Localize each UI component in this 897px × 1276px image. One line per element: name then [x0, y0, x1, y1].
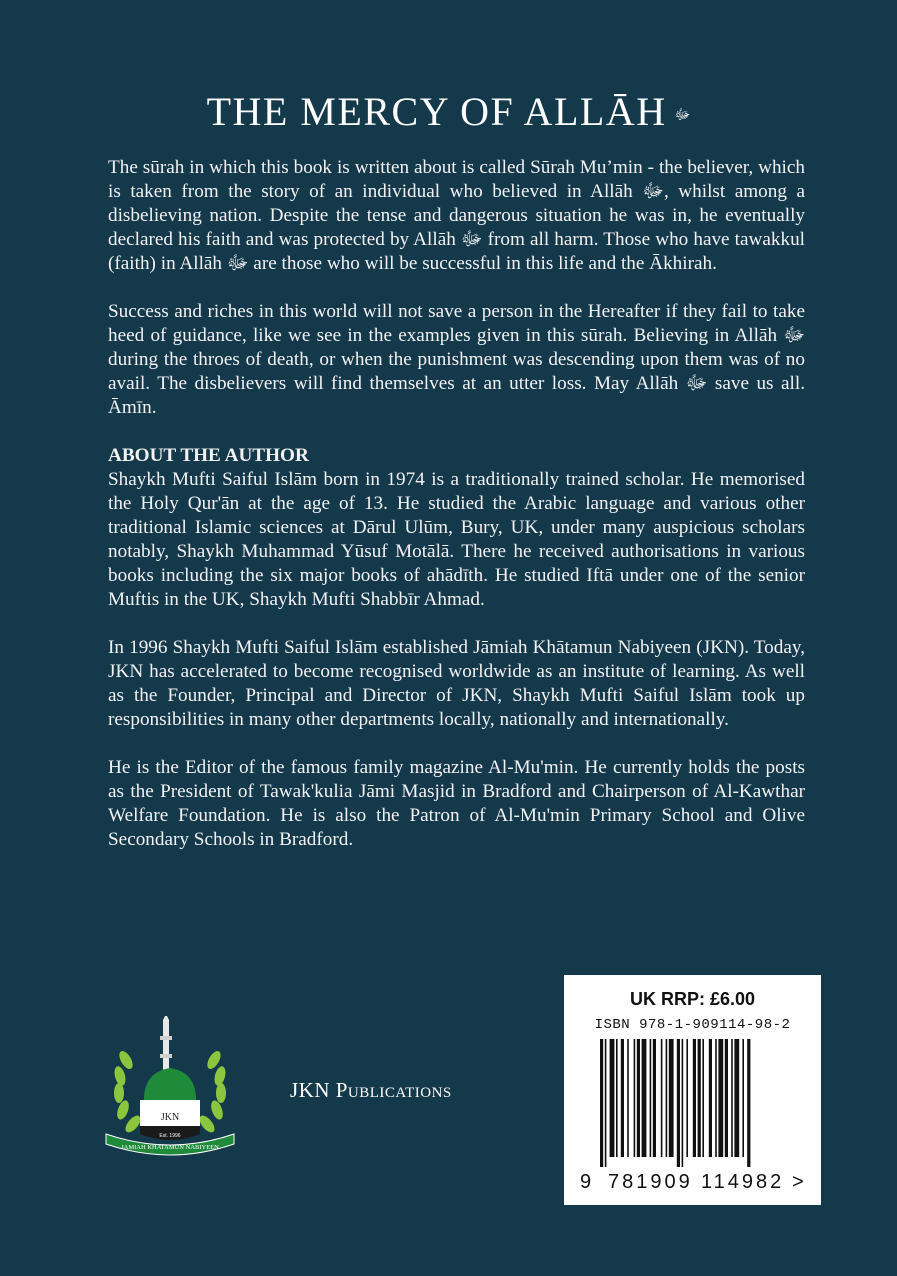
- jkn-logo-emblem: [100, 1016, 240, 1156]
- logo-ribbon-text: JAMIAH KHATAMUN NABIYEEN: [121, 1144, 219, 1151]
- jkn-logo: [100, 1016, 240, 1156]
- isbn-label: ISBN 978-1-909114-98-2: [594, 1017, 791, 1033]
- logo-initials: JKN: [160, 1112, 180, 1123]
- author-paragraph-1: Shaykh Mufti Saiful Islām born in 1974 is a traditionally trained scholar. He memorised the Holy Qur'ān at the age of 13. He studied the Arabic language and various other traditional Islamic sciences at Dārul Ulūm, Bury, UK, under many auspicious scholars notably, Shaykh Muhammad Yūsuf Motālā. There he received authorisations in various books including the six major books of ahādīth. He studied Iftā under one of the senior Muftis in the UK, Shaykh Mufti Shabbīr Ahmad.: [108, 469, 805, 610]
- barcode-digit-lead: 9: [580, 1171, 592, 1193]
- barcode-digit-left: 781909: [608, 1171, 693, 1193]
- book-title-text: THE MERCY OF ALLĀH: [206, 89, 667, 134]
- honorific-glyph: ﷻ: [674, 107, 691, 123]
- blurb: [108, 156, 805, 876]
- barcode-bars: [600, 1039, 790, 1167]
- publisher-name: JKN Publications: [290, 1078, 452, 1102]
- blurb-paragraph-1: The sūrah in which this book is written about is called Sūrah Mu’min - the believer, which is taken from the story of an individual who believed in Allāh ﷻ, whilst among a disbelieving nation. Despite the tense and dangerous situation he was in, he eventually declared his faith and was protected by Allāh ﷻ from all harm. Those who have tawakkul (faith) in Allāh ﷻ are those who will be successful in this life and the Ākhirah.: [108, 157, 805, 274]
- author-paragraph-2: In 1996 Shaykh Mufti Saiful Islām established Jāmiah Khātamun Nabiyeen (JKN). Today, JKN has accelerated to become recognised worldwide as an institute of learning. As well as the Founder, Principal and Director of JKN, Shaykh Mufti Saiful Islām took up responsibilities in many other departments locally, nationally and internationally.: [108, 637, 805, 730]
- barcode-digit-right: 114982: [701, 1171, 785, 1193]
- blurb-paragraph-2: Success and riches in this world will not save a person in the Hereafter if they fail to take heed of guidance, like we see in the examples given in this sūrah. Believing in Allāh ﷻ during the throes of death, or when the punishment was descending upon them was of no avail. The disbelievers will find themselves at an utter loss. May Allāh ﷻ save us all. Āmīn.: [108, 301, 805, 418]
- price-label: UK RRP: £6.00: [629, 989, 756, 1009]
- barcode-panel: [564, 975, 821, 1205]
- author-paragraph-3: He is the Editor of the famous family magazine Al-Mu'min. He currently holds the posts as the President of Tawak'kulia Jāmi Masjid in Bradford and Chairperson of Al-Kawthar Welfare Foundation. He is also the Patron of Al-Mu'min Primary School and Olive Secondary Schools in Bradford.: [108, 757, 805, 850]
- barcode-digit-end: >: [792, 1171, 804, 1193]
- logo-est: Est. 1996: [159, 1133, 181, 1139]
- book-title: [0, 88, 897, 135]
- author-heading: ABOUT THE AUTHOR: [108, 445, 309, 466]
